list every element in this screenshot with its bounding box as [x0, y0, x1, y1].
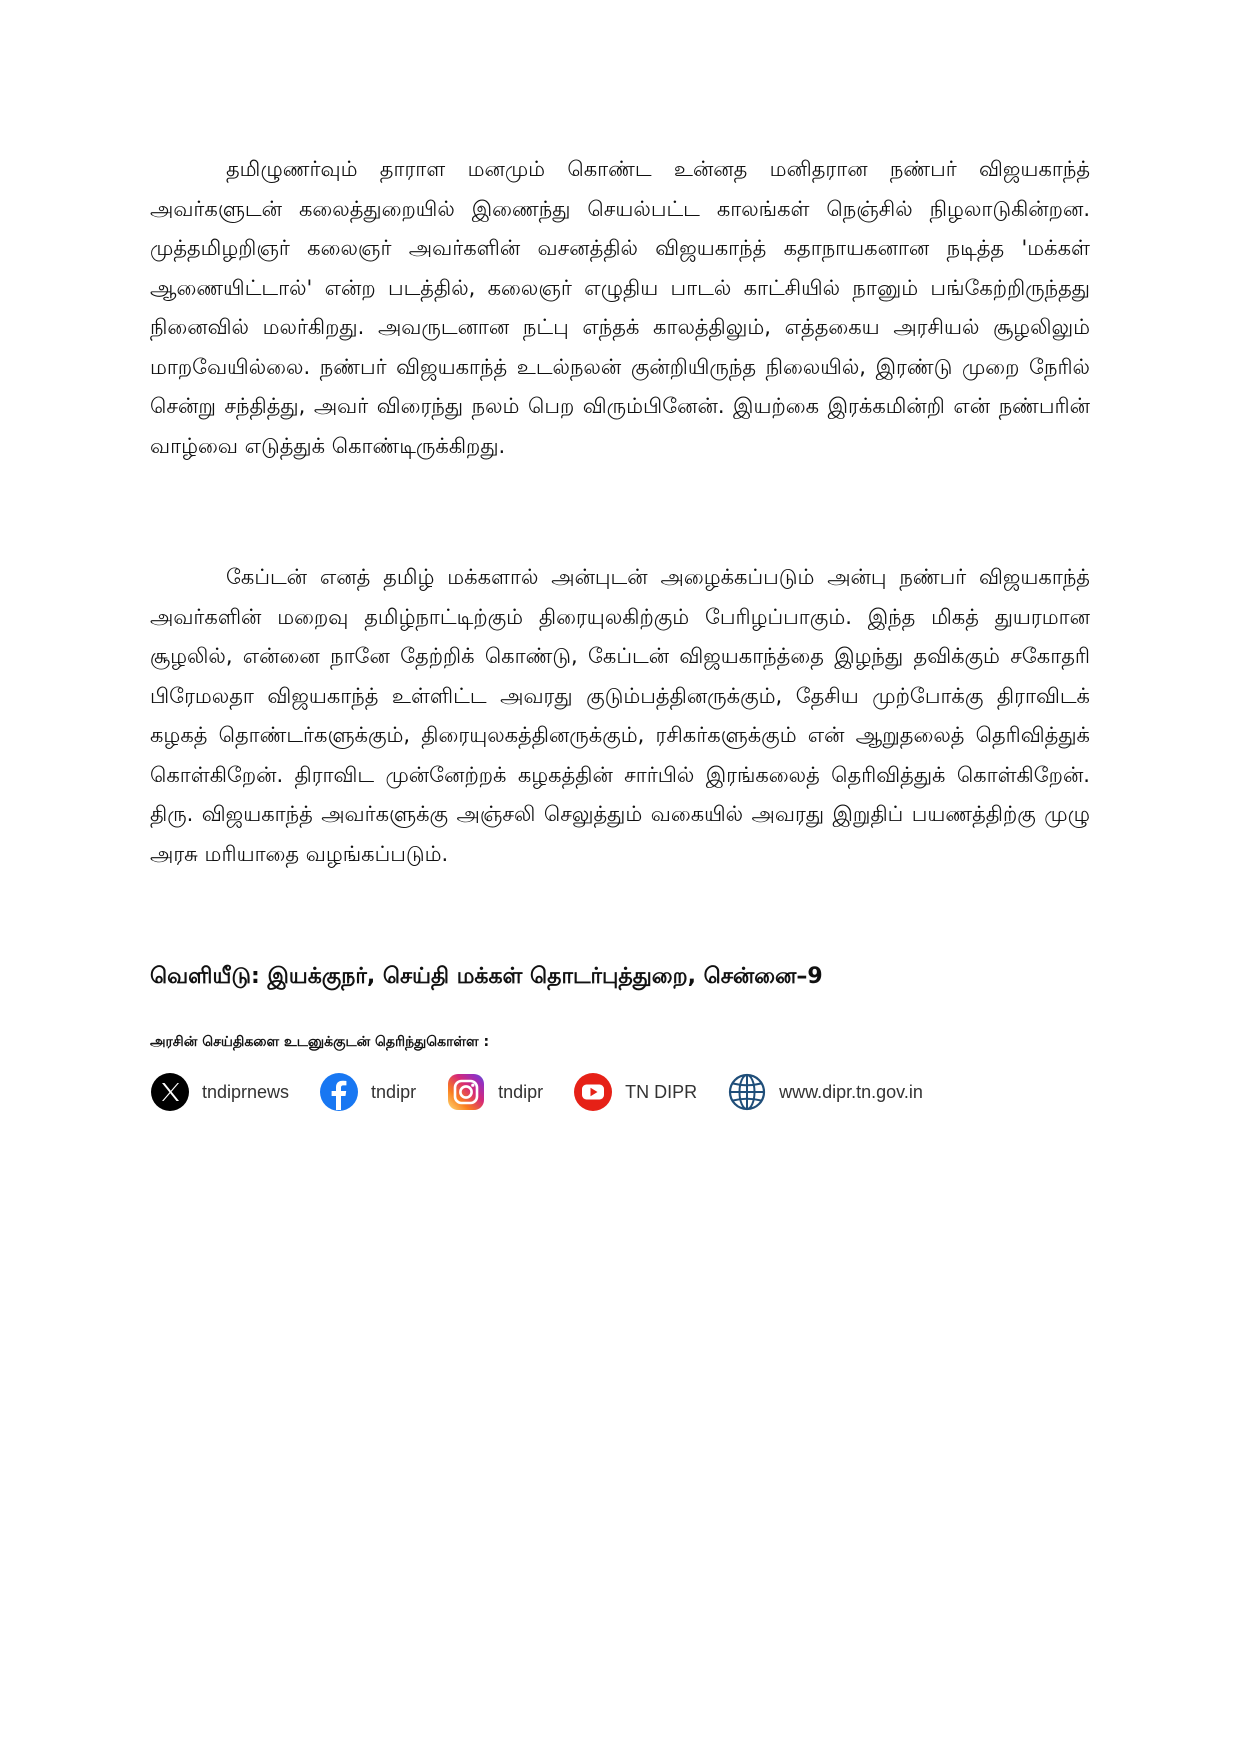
social-handle-youtube: TN DIPR	[625, 1081, 698, 1102]
globe-icon	[727, 1072, 767, 1112]
social-link-website[interactable]	[727, 1072, 923, 1112]
social-link-youtube[interactable]	[573, 1072, 697, 1112]
social-follow-label: அரசின் செய்திகளை உடனுக்குடன் தெரிந்துகொள்ள :	[150, 1034, 490, 1050]
social-handle-website: www.dipr.tn.gov.in	[779, 1081, 923, 1102]
social-handle-facebook: tndipr	[371, 1081, 417, 1102]
x-icon	[150, 1072, 190, 1112]
social-link-facebook[interactable]	[319, 1072, 416, 1112]
social-handle-x: tndiprnews	[202, 1081, 290, 1102]
social-links-row	[150, 1072, 1090, 1112]
social-link-x[interactable]	[150, 1072, 289, 1112]
instagram-icon	[446, 1072, 486, 1112]
facebook-icon	[319, 1072, 359, 1112]
body-paragraph-1: தமிழுணர்வும் தாராள மனமும் கொண்ட உன்னத மனிதரான நண்பர் விஜயகாந்த் அவர்களுடன் கலைத்துறையில் இணைந்து செயல்பட்ட காலங்கள் நெஞ்சில் நிழலாடுகின்றன. முத்தமிழறிஞர் கலைஞர் அவர்களின் வசனத்தில் விஜயகாந்த் கதாநாயகனான நடித்த 'மக்கள் ஆணையிட்டால்' என்ற படத்தில், கலைஞர் எழுதிய பாடல் காட்சியில் நானும் பங்கேற்றிருந்தது நினைவில் மலர்கிறது. அவருடனான நட்பு எந்தக் காலத்திலும், எத்தகைய அரசியல் சூழலிலும் மாறவேயில்லை. நண்பர் விஜயகாந்த் உடல்நலன் குன்றியிருந்த நிலையில், இரண்டு முறை நேரில் சென்று சந்தித்து, அவர் விரைந்து நலம் பெற விரும்பினேன். இயற்கை இரக்கமின்றி என் நண்பரின் வாழ்வை எடுத்துக் கொண்டிருக்கிறது.	[150, 157, 1090, 458]
youtube-icon	[573, 1072, 613, 1112]
social-handle-instagram: tndipr	[498, 1081, 544, 1102]
release-line: வெளியீடு: இயக்குநர், செய்தி மக்கள் தொடர்புத்துறை, சென்னை–9	[150, 964, 823, 989]
body-paragraph-2: கேப்டன் எனத் தமிழ் மக்களால் அன்புடன் அழைக்கப்படும் அன்பு நண்பர் விஜயகாந்த் அவர்களின் மறைவு தமிழ்நாட்டிற்கும் திரையுலகிற்கும் பேரிழப்பாகும். இந்த மிகத் துயரமான சூழலில், என்னை நானே தேற்றிக் கொண்டு, கேப்டன் விஜயகாந்த்தை இழந்து தவிக்கும் சகோதரி பிரேமலதா விஜயகாந்த் உள்ளிட்ட அவரது குடும்பத்தினருக்கும், தேசிய முற்போக்கு திராவிடக் கழகத் தொண்டர்களுக்கும், திரையுலகத்தினருக்கும், ரசிகர்களுக்கும் என் ஆறுதலைத் தெரிவித்துக் கொள்கிறேன். திராவிட முன்னேற்றக் கழகத்தின் சார்பில் இரங்கலைத் தெரிவித்துக் கொள்கிறேன். திரு. விஜயகாந்த் அவர்களுக்கு அஞ்சலி செலுத்தும் வகையில் அவரது இறுதிப் பயணத்திற்கு முழு அரசு மரியாதை வழங்கப்படும்.	[150, 565, 1090, 866]
social-link-instagram[interactable]	[446, 1072, 543, 1112]
document-page	[150, 150, 1090, 1112]
